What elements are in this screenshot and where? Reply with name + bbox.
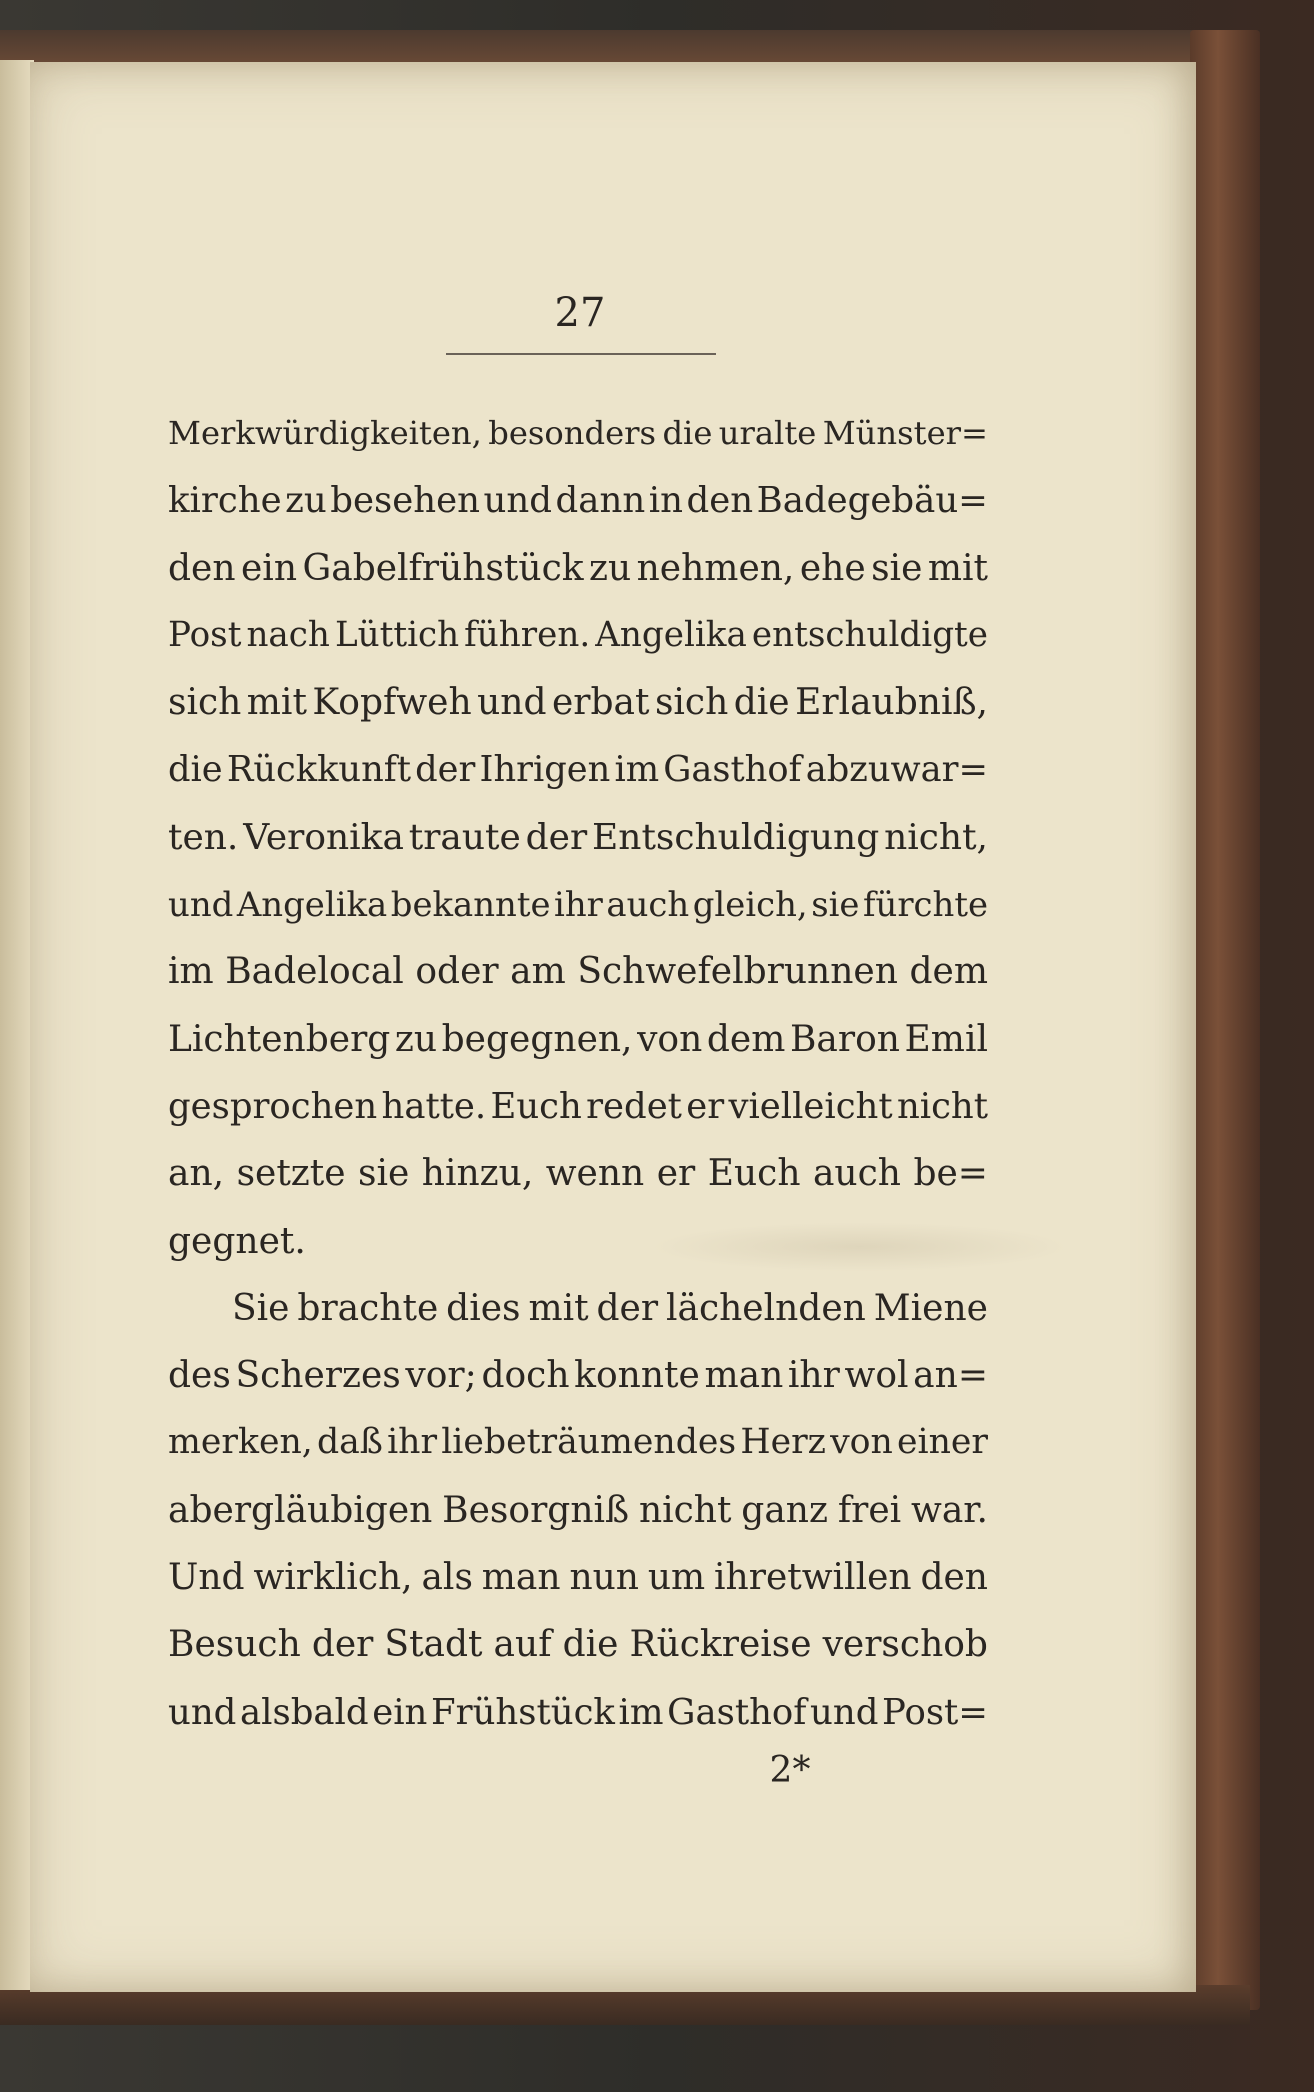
text-line: Post nach Lüttich führen. Angelika entschuldigte (168, 614, 988, 655)
text-line: und alsbald ein Frühstück im Gasthof und Post= (168, 1691, 988, 1733)
header-rule (446, 353, 716, 355)
text-line: an, setzte sie hinzu, wenn er Euch auch be= (168, 1153, 988, 1195)
text-line: Lichtenberg zu begegnen, von dem Baron Emil (168, 1018, 988, 1060)
page-number: 27 (554, 290, 606, 336)
text-line: merken, daß ihr liebeträumendes Herz von einer (168, 1422, 988, 1463)
text-line: gesprochen hatte. Euch redet er vielleicht nicht (168, 1085, 988, 1127)
text-line: Merkwürdigkeiten, besonders die uralte Münster= (168, 414, 988, 452)
body-text (168, 400, 988, 1746)
text-line: die Rückkunft der Ihrigen im Gasthof abzuwar= (168, 749, 988, 791)
text-line: kirche zu besehen und dann in den Badegebäu= (168, 480, 988, 522)
text-line: gegnet. (168, 1220, 306, 1262)
text-line: den ein Gabelfrühstück zu nehmen, ehe sie mit (168, 547, 988, 589)
book-cover-right-edge (1190, 30, 1260, 2010)
previous-page-edge (0, 60, 34, 1990)
text-line: ten. Veronika traute der Entschuldigung nicht, (168, 816, 988, 858)
book-cover-top-edge (0, 30, 1250, 66)
signature-mark: 2* (769, 1750, 811, 1791)
text-line: im Badelocal oder am Schwefelbrunnen dem (168, 951, 988, 993)
text-line: und Angelika bekannte ihr auch gleich, sie fürchte (168, 885, 988, 925)
text-line: des Scherzes vor; doch konnte man ihr wol an= (168, 1355, 988, 1397)
text-line: abergläubigen Besorgniß nicht ganz frei war. (168, 1489, 988, 1531)
book-page (30, 62, 1196, 1992)
text-line: sich mit Kopfweh und erbat sich die Erlaubniß, (168, 682, 988, 724)
text-line: Und wirklich, als man nun um ihretwillen den (168, 1557, 988, 1599)
text-line: Sie brachte dies mit der lächelnden Miene (232, 1287, 988, 1329)
text-line: Besuch der Stadt auf die Rückreise verschob (168, 1624, 988, 1666)
